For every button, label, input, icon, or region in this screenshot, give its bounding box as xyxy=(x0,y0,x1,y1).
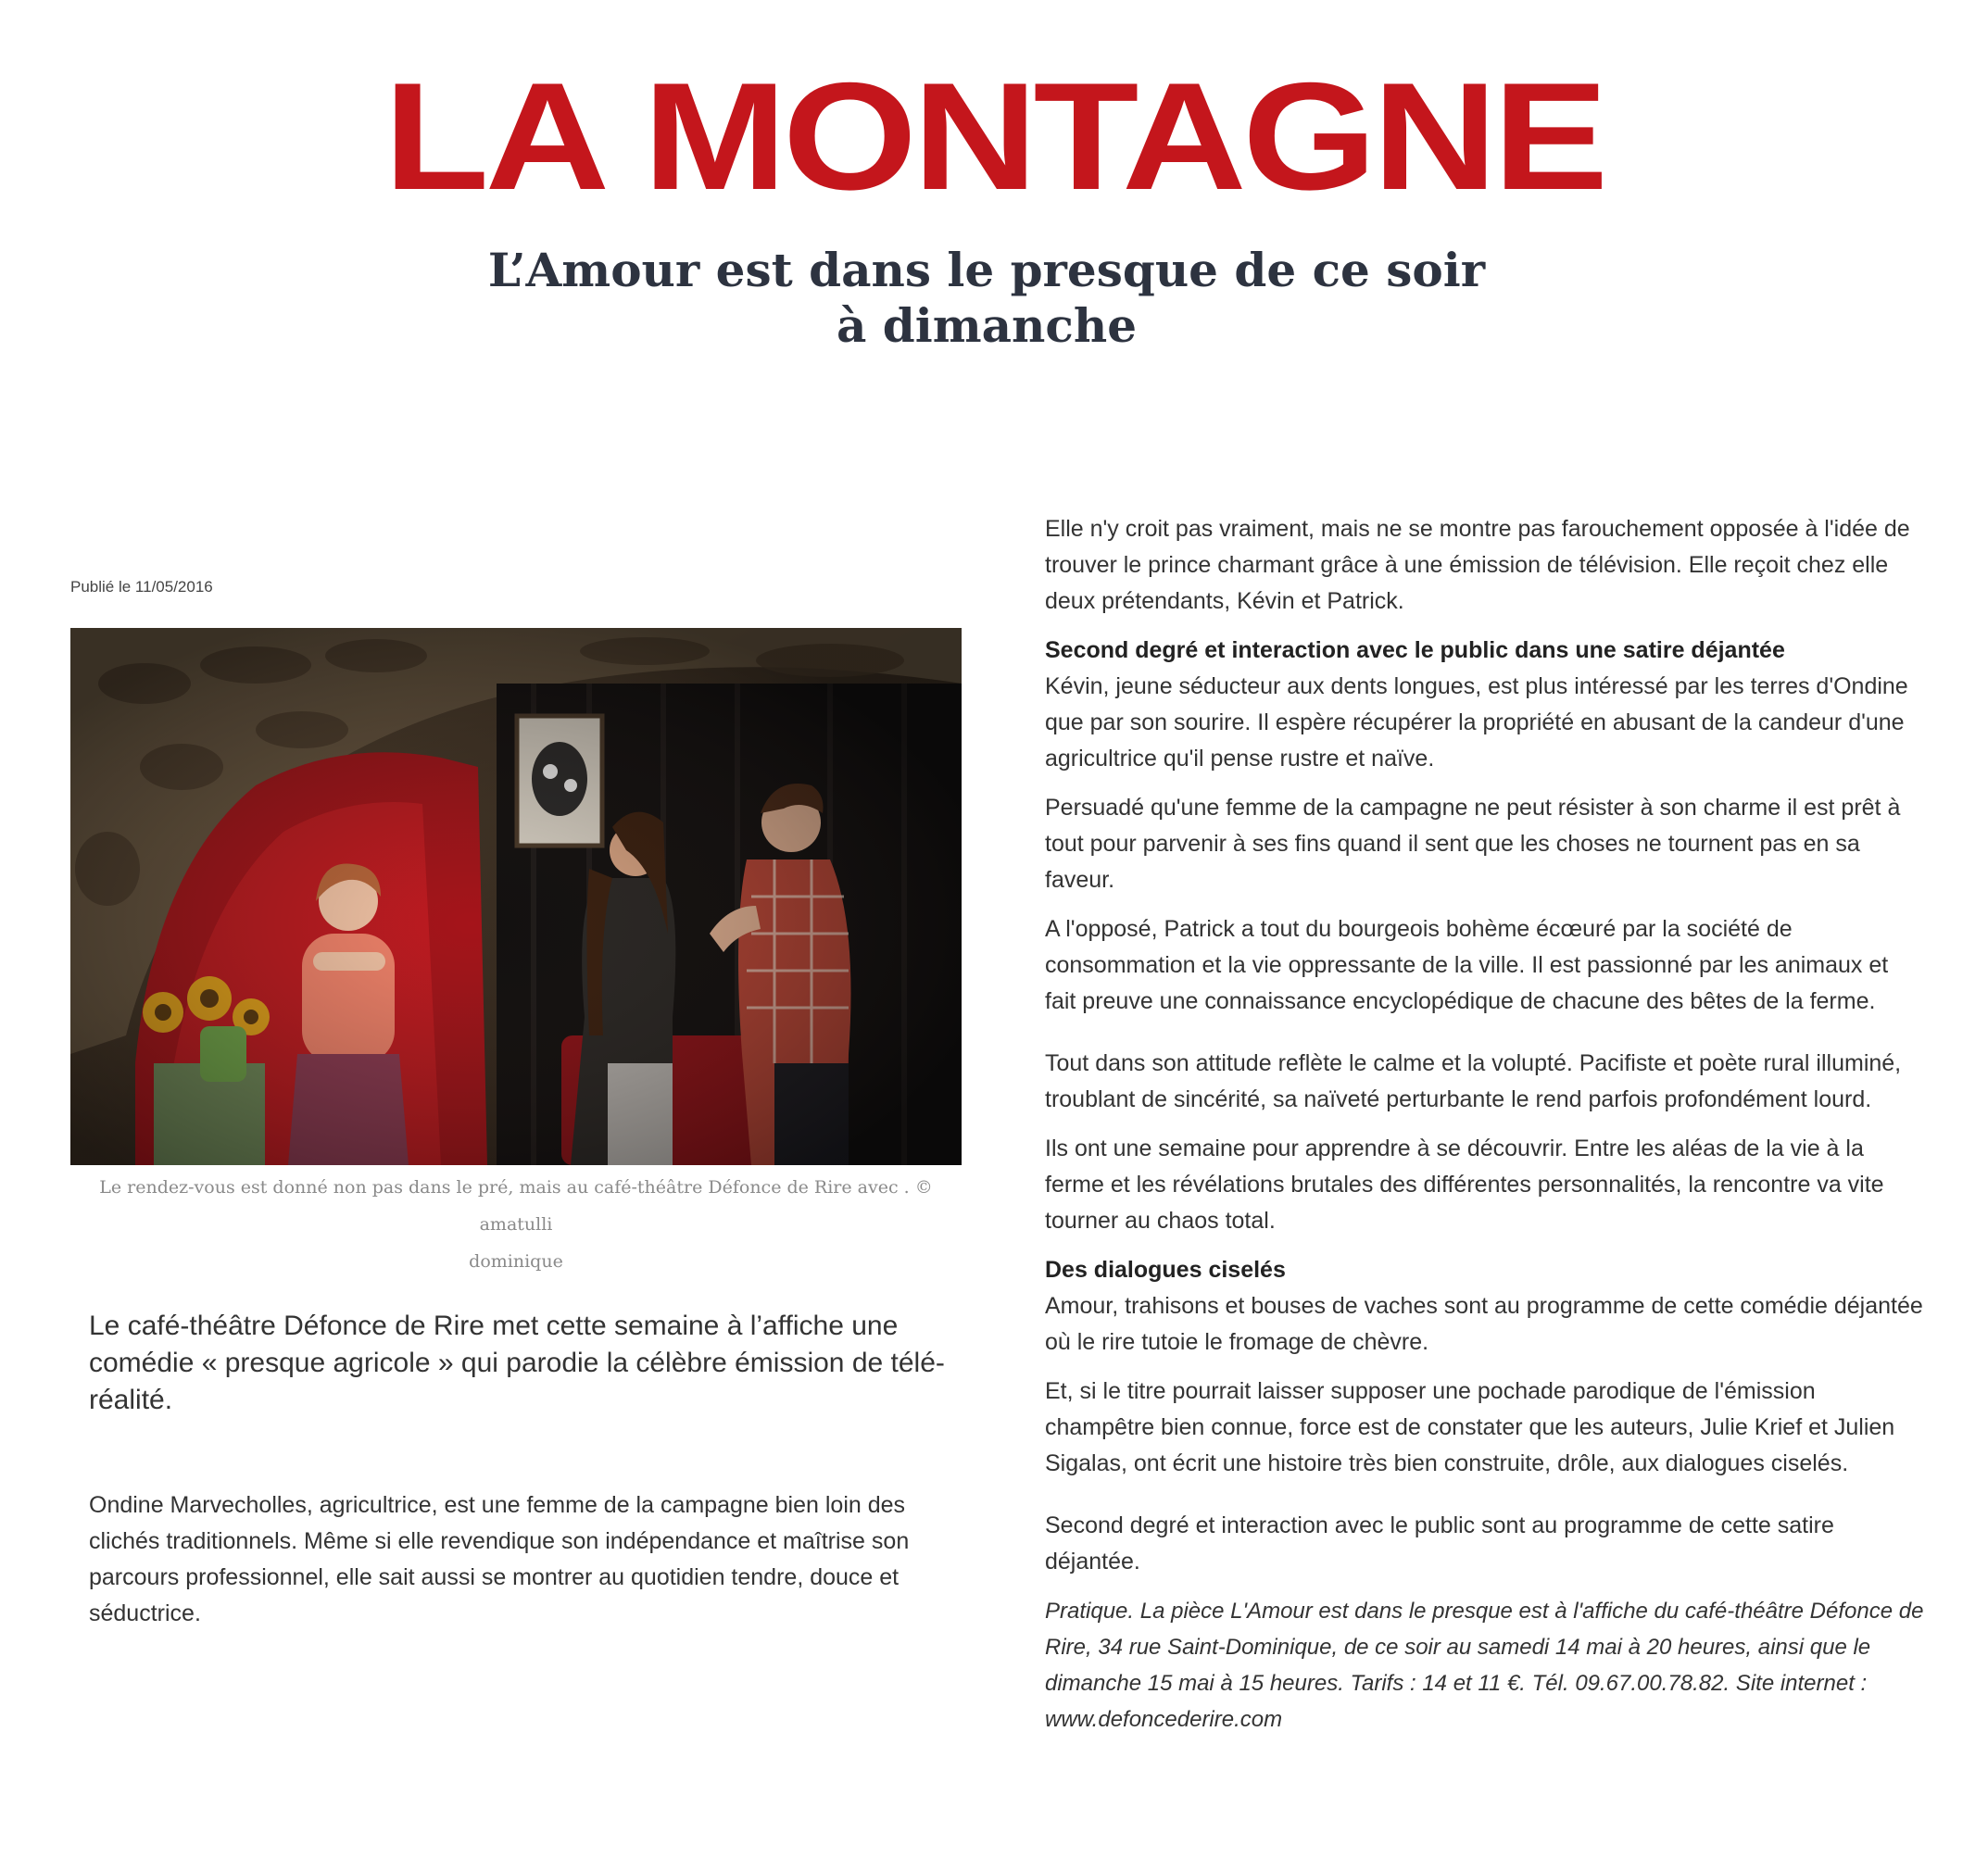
body-section-1 xyxy=(1045,633,1925,777)
body-paragraph-3: Persuadé qu'une femme de la campagne ne peut résister à son charme il est prêt à tout pour parvenir à ses fins quand il sent que les choses ne tournent pas en sa faveur. xyxy=(1045,795,1901,893)
practical-info: Pratique. La pièce L'Amour est dans le presque est à l'affiche du café-théâtre Défonce de Rire, 34 rue Saint-Dominique, de ce soir au samedi 14 mai à 20 heures, ainsi que le dimanche 15 mai à 15 heures. Tarifs : 14 et 11 €. Tél. 09.67.00.78.82. Site internet : www.defoncederire.com xyxy=(1045,1599,1924,1732)
article-photo xyxy=(70,628,962,1165)
article-title xyxy=(398,243,1575,354)
photo-caption-line2: dominique xyxy=(469,1251,563,1272)
photo-caption xyxy=(70,1169,962,1280)
article-intro-paragraph: Ondine Marvecholles, agricultrice, est une femme de la campagne bien loin des clichés traditionnels. Même si elle revendique son indépendance et maîtrise son parcours professionnel, elle sait aussi se montrer au quotidien tendre, douce et séductrice. xyxy=(89,1492,910,1626)
body-paragraph-1: Elle n'y croit pas vraiment, mais ne se montre pas farouchement opposée à l'idée de trouver le prince charmant grâce à une émission de télévision. Elle reçoit chez elle deux prétendants, Kévin et Patrick. xyxy=(1045,516,1910,614)
body-paragraph-2: Kévin, jeune séducteur aux dents longues, est plus intéressé par les terres d'Ondine que par son sourire. Il espère récupérer la propriété en abusant de la candeur d'une agricultrice qu'il pense rustre et naïve. xyxy=(1045,673,1908,772)
newspaper-logo[interactable]: LA MONTAGNE xyxy=(384,51,1604,221)
body-paragraph-7: Amour, trahisons et bouses de vaches sont au programme de cette comédie déjantée où le rire tutoie le fromage de chèvre. xyxy=(1045,1293,1923,1355)
body-paragraph-8: Et, si le titre pourrait laisser supposer une pochade parodique de l'émission champêtre bien connue, force est de constater que les auteurs, Julie Krief et Julien Sigalas, ont écrit une histoire très bien construite, drôle, aux dialogues ciselés. xyxy=(1045,1378,1895,1476)
body-paragraph-4: A l'opposé, Patrick a tout du bourgeois bohème écœuré par la société de consommation et la vie oppressante de la ville. Il est passionné par les animaux et fait preuve une connaissance encyclopédique de chacune des bêtes de la ferme. xyxy=(1045,916,1889,1014)
article-title-line1: L’Amour est dans le presque de ce soir xyxy=(487,243,1486,297)
body-paragraph-6: Ils ont une semaine pour apprendre à se découvrir. Entre les aléas de la vie à la ferme et les révélations brutales des différentes personnalités, la rencontre va vite tourner au chaos total. xyxy=(1045,1136,1884,1234)
body-paragraph-9: Second degré et interaction avec le public sont au programme de cette satire déjantée. xyxy=(1045,1512,1834,1575)
photo-caption-line1: Le rendez-vous est donné non pas dans le pré, mais au café-théâtre Défonce de Rire avec . © amatulli xyxy=(99,1177,933,1235)
article-lead: Le café-théâtre Défonce de Rire met cette semaine à l’affiche une comédie « presque agricole » qui parodie la célèbre émission de télé-réalité. xyxy=(89,1311,945,1415)
masthead xyxy=(0,51,1988,221)
body-section-2 xyxy=(1045,1252,1925,1361)
publication-date: Publié le 11/05/2016 xyxy=(70,578,213,596)
article-body xyxy=(1045,511,1925,1750)
body-paragraph-5: Tout dans son attitude reflète le calme et la volupté. Pacifiste et poète rural illuminé, troublant de sincérité, sa naïveté perturbante le rend parfois profondément lourd. xyxy=(1045,1050,1902,1112)
subheading-dialogues: Des dialogues ciselés xyxy=(1045,1257,1286,1283)
subheading-second-degre: Second degré et interaction avec le public dans une satire déjantée xyxy=(1045,637,1785,663)
article-title-line2: à dimanche xyxy=(836,298,1138,353)
stage-scene-illustration xyxy=(70,628,962,1165)
